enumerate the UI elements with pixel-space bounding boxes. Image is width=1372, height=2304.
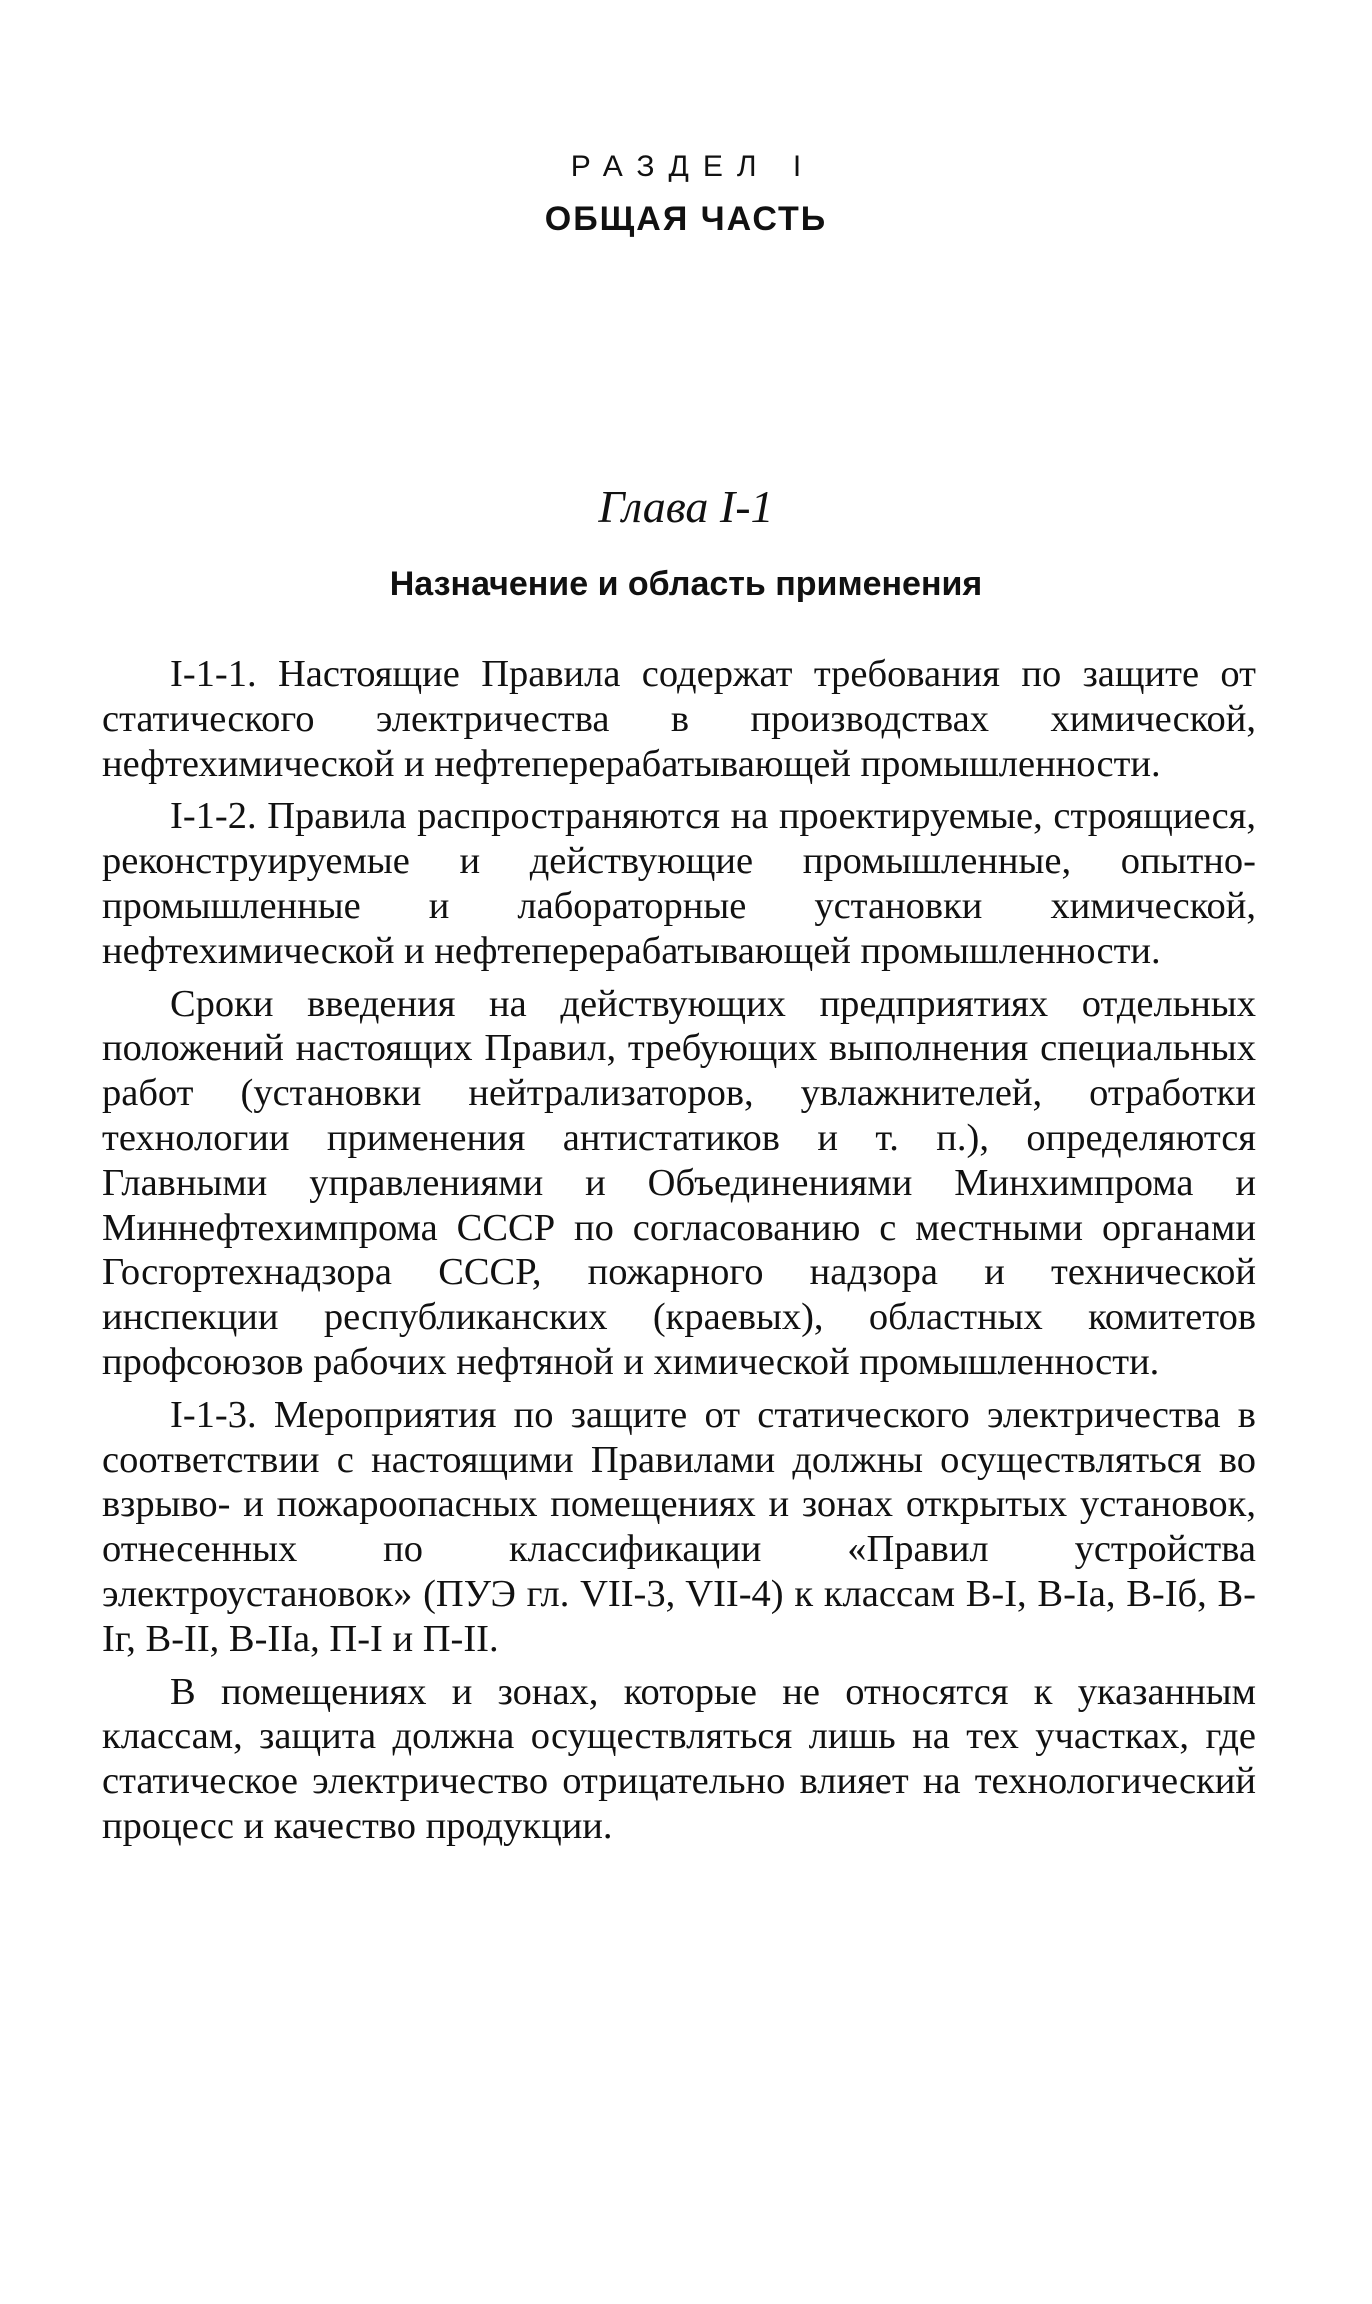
section-title: ОБЩАЯ ЧАСТЬ xyxy=(544,200,828,238)
paragraph-1-1-2: I-1-2. Правила распространяются на проектируемые, строящиеся, реконструируемые и действующие промышленные, опытно-промышленные и лабораторные установки химической, нефтехимической и нефтеперерабатывающей промышленности. xyxy=(102,795,1256,972)
chapter-title: Назначение и область применения xyxy=(389,565,983,603)
paragraph-implementation-terms: Сроки введения на действующих предприятиях отдельных положений настоящих Правил, требующих выполнения специальных работ (установки нейтрализаторов, увлажнителей, отработки технологии применения антистатиков и т. п.), определяются Главными управлениями и Объединениями Минхимпрома и Миннефтехимпрома СССР по согласованию с местными органами Госгортехнадзора СССР, пожарного надзора и технической инспекции республиканских (краевых), областных комитетов профсоюзов рабочих нефтяной и химической промышленности. xyxy=(102,982,1256,1383)
body-text xyxy=(102,652,1256,1857)
paragraph-1-1-3: I-1-3. Мероприятия по защите от статического электричества в соответствии с настоящими Правилами должны осуществляться во взрыво- и пожароопасных помещениях и зонах открытых установок, отнесенных по классификации «Правил устройства электроустановок» (ПУЭ гл. VII-3, VII-4) к классам В-I, В-Iа, В-Iб, В-Iг, В-II, В-IIа, П-I и П-II. xyxy=(102,1393,1256,1660)
paragraph-other-premises: В помещениях и зонах, которые не относятся к указанным классам, защита должна осуществляться лишь на тех участках, где статическое электричество отрицательно влияет на технологический процесс и качество продукции. xyxy=(102,1670,1256,1847)
chapter-label: Глава I-1 xyxy=(598,481,774,532)
paragraph-1-1-1: I-1-1. Настоящие Правила содержат требования по защите от статического электричества в производствах химической, нефтехимической и нефтеперерабатывающей промышленности. xyxy=(102,653,1256,785)
section-label: РАЗДЕЛ I xyxy=(570,150,816,183)
